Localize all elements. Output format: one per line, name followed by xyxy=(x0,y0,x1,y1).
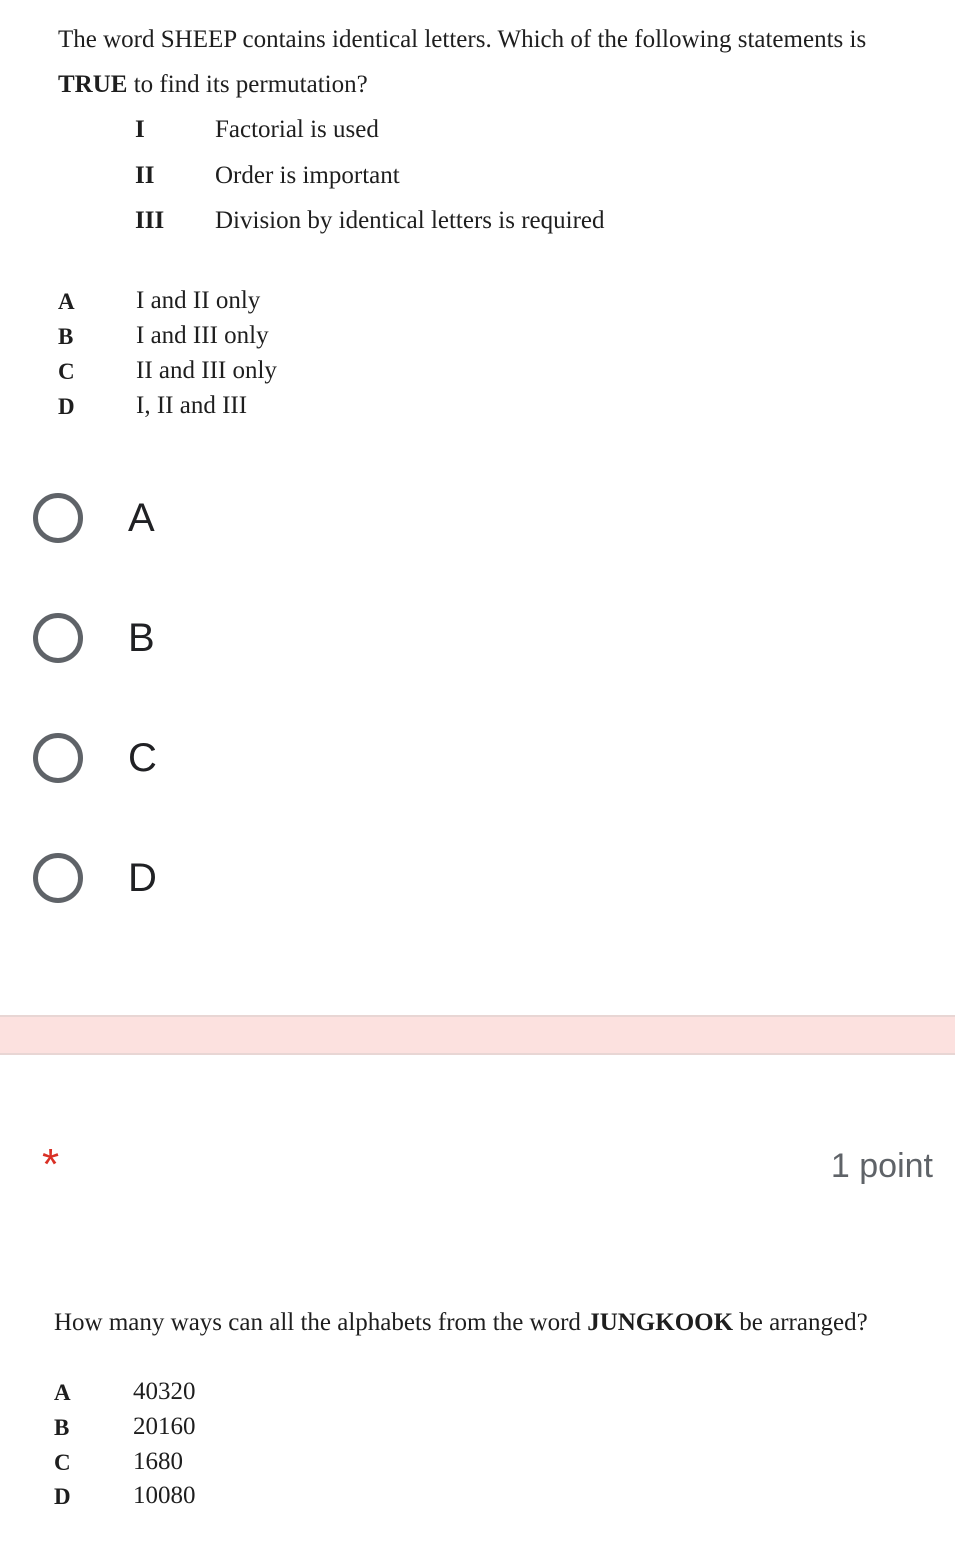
q2-option-b-letter: B xyxy=(54,1415,70,1440)
radio-button-b[interactable] xyxy=(33,613,83,663)
question2-bold-word: JUNGKOOK xyxy=(587,1309,734,1336)
question1-text-rest: to find its permutation? xyxy=(127,71,368,98)
radio-label-d[interactable]: D xyxy=(128,856,157,900)
section-divider-band xyxy=(0,1015,955,1055)
statement-3-number: III xyxy=(135,207,165,234)
statement-3-text: Division by identical letters is required xyxy=(215,207,605,234)
q2-option-c-value: 1680 xyxy=(133,1448,183,1475)
q2-option-b-value: 20160 xyxy=(133,1413,196,1440)
q2-option-a-letter: A xyxy=(54,1380,71,1405)
question1-bold-word: TRUE xyxy=(58,71,128,98)
required-asterisk: * xyxy=(42,1140,60,1189)
radio-option-a[interactable] xyxy=(0,470,955,580)
radio-button-a[interactable] xyxy=(33,493,83,543)
statement-2-text: Order is important xyxy=(215,162,400,189)
radio-option-c[interactable] xyxy=(0,710,955,820)
option-b-text: I and III only xyxy=(136,322,269,349)
option-d-text: I, II and III xyxy=(136,392,248,419)
statement-1-number: I xyxy=(135,116,145,143)
question1-text-line2 xyxy=(58,71,368,99)
radio-label-b[interactable]: B xyxy=(128,616,155,660)
radio-button-d[interactable] xyxy=(33,853,83,903)
option-d-letter: D xyxy=(58,394,75,419)
option-b-letter: B xyxy=(58,324,74,349)
option-c-letter: C xyxy=(58,359,75,384)
option-a-text: I and II only xyxy=(136,287,261,314)
option-c-text: II and III only xyxy=(136,357,277,384)
points-label: 1 point xyxy=(830,1147,933,1185)
q2-option-d-value: 10080 xyxy=(133,1482,196,1509)
radio-label-c[interactable]: C xyxy=(128,736,157,780)
question2-text-end: be arranged? xyxy=(733,1309,868,1336)
q2-option-a-value: 40320 xyxy=(133,1378,196,1405)
question1-text-line1: The word SHEEP contains identical letters. Which of the following statements is xyxy=(58,26,867,53)
radio-button-c[interactable] xyxy=(33,733,83,783)
option-a-letter: A xyxy=(58,289,75,314)
question2-text-start: How many ways can all the alphabets from the word xyxy=(54,1309,588,1336)
radio-option-b[interactable] xyxy=(0,590,955,700)
q2-option-d-letter: D xyxy=(54,1484,71,1509)
statement-2-number: II xyxy=(135,162,155,189)
radio-option-d[interactable] xyxy=(0,830,955,940)
radio-label-a[interactable]: A xyxy=(128,496,155,540)
q2-option-c-letter: C xyxy=(54,1450,71,1475)
question2-text xyxy=(54,1309,868,1337)
statement-1-text: Factorial is used xyxy=(215,116,379,143)
